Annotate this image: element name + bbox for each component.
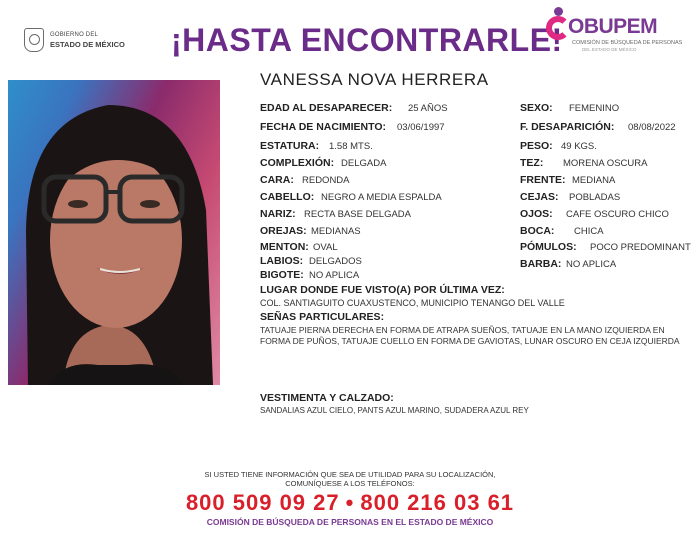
- field-label: BARBA:: [520, 258, 562, 270]
- cobupem-logo: [546, 6, 686, 64]
- field-label: FRENTE:: [520, 174, 566, 186]
- field-label: PESO:: [520, 140, 553, 152]
- field-value: NO APLICA: [566, 259, 617, 270]
- field-label: ESTATURA:: [260, 140, 320, 152]
- field-value: NO APLICA: [309, 270, 360, 281]
- field-value: OVAL: [313, 242, 338, 253]
- field-label: CEJAS:: [520, 191, 559, 203]
- person-name: VANESSA NOVA HERRERA: [260, 70, 489, 89]
- logo-subtitle-2: DEL ESTADO DE MÉXICO: [582, 47, 637, 52]
- field-label: COMPLEXIÓN:: [260, 157, 335, 169]
- field-label: NARIZ:: [260, 208, 296, 220]
- field-value: MEDIANA: [572, 175, 616, 186]
- field-label: BIGOTE:: [260, 269, 304, 281]
- field-value: CHICA: [574, 226, 604, 237]
- logo-subtitle: COMISIÓN DE BÚSQUEDA DE PERSONAS: [572, 40, 683, 46]
- logo-c-icon: [546, 16, 570, 40]
- clothing-value: SANDALIAS AZUL CIELO, PANTS AZUL MARINO, SUDADERA AZUL REY: [260, 406, 529, 415]
- logo-name: OBUPEM: [568, 15, 658, 38]
- field-value: MORENA OSCURA: [563, 158, 648, 169]
- field-value: DELGADA: [341, 158, 387, 169]
- gov-line2: ESTADO DE MÉXICO: [50, 40, 125, 49]
- last-seen-label: LUGAR DONDE FUE VISTO(A) POR ÚLTIMA VEZ:: [260, 284, 505, 296]
- field-label: OJOS:: [520, 208, 553, 220]
- field-label: LABIOS:: [260, 255, 304, 267]
- marks-label: SEÑAS PARTICULARES:: [260, 311, 385, 323]
- government-logo: [24, 28, 134, 56]
- field-value: MEDIANAS: [311, 226, 361, 237]
- field-label: FECHA DE NACIMIENTO:: [260, 121, 386, 133]
- field-label: EDAD AL DESAPARECER:: [260, 102, 393, 114]
- contact-info-line2: COMUNÍQUESE A LOS TELÉFONOS:: [285, 479, 415, 488]
- field-label: OREJAS:: [260, 225, 307, 237]
- field-label: MENTON:: [260, 241, 309, 253]
- field-value: POCO PREDOMINANT: [590, 242, 691, 253]
- field-value: FEMENINO: [569, 103, 620, 114]
- field-value: POBLADAS: [569, 192, 621, 203]
- field-value: NEGRO A MEDIA ESPALDA: [321, 192, 442, 203]
- phone-numbers: [0, 490, 700, 516]
- field-value: 49 KGS.: [561, 141, 597, 152]
- last-seen-value: COL. SANTIAGUITO CUAXUSTENCO, MUNICIPIO TENANGO DEL VALLE: [260, 298, 565, 308]
- commission-name: COMISIÓN DE BÚSQUEDA DE PERSONAS EN EL ESTADO DE MÉXICO: [206, 517, 494, 527]
- field-value: REDONDA: [302, 175, 350, 186]
- field-label: TEZ:: [520, 157, 544, 169]
- field-label: PÓMULOS:: [520, 241, 577, 253]
- field-value: 08/08/2022: [628, 122, 676, 133]
- field-label: CARA:: [260, 174, 294, 186]
- contact-info-line1: SI USTED TIENE INFORMACIÓN QUE SEA DE UTILIDAD PARA SU LOCALIZACIÓN,: [204, 470, 496, 479]
- missing-person-photo: [8, 80, 220, 385]
- field-value: 25 AÑOS: [408, 103, 448, 114]
- field-value: 03/06/1997: [397, 122, 445, 133]
- phone-number-1[interactable]: 800 509 09 27: [185, 490, 340, 515]
- field-value: 1.58 MTS.: [329, 141, 373, 152]
- field-value: DELGADOS: [309, 256, 362, 267]
- marks-value: TATUAJE PIERNA DERECHA EN FORMA DE ATRAPA SUEÑOS, TATUAJE EN LA MANO IZQUIERDA EN FORMA DE PUÑOS, TATUAJE CUELLO EN FORMA DE GAVIOTAS, LUNAR OSCURO EN CEJA IZQUIERDA: [260, 325, 680, 346]
- field-label: BOCA:: [520, 225, 555, 237]
- headline: ¡HASTA ENCONTRARLE!: [171, 22, 563, 58]
- field-label: SEXO:: [520, 102, 553, 114]
- phone-number-2[interactable]: 800 216 03 61: [360, 490, 515, 515]
- phone-separator: •: [345, 490, 355, 515]
- field-value: RECTA BASE DELGADA: [304, 209, 411, 220]
- gov-line1: GOBIERNO DEL: [50, 32, 99, 38]
- portrait-illustration: [8, 80, 220, 385]
- field-label: CABELLO:: [260, 191, 315, 203]
- clothing-label: VESTIMENTA Y CALZADO:: [260, 392, 394, 404]
- field-value: CAFE OSCURO CHICO: [566, 209, 669, 220]
- logo-dot-icon: [554, 7, 563, 16]
- state-seal-icon: [24, 28, 44, 52]
- field-label: F. DESAPARICIÓN:: [520, 121, 615, 133]
